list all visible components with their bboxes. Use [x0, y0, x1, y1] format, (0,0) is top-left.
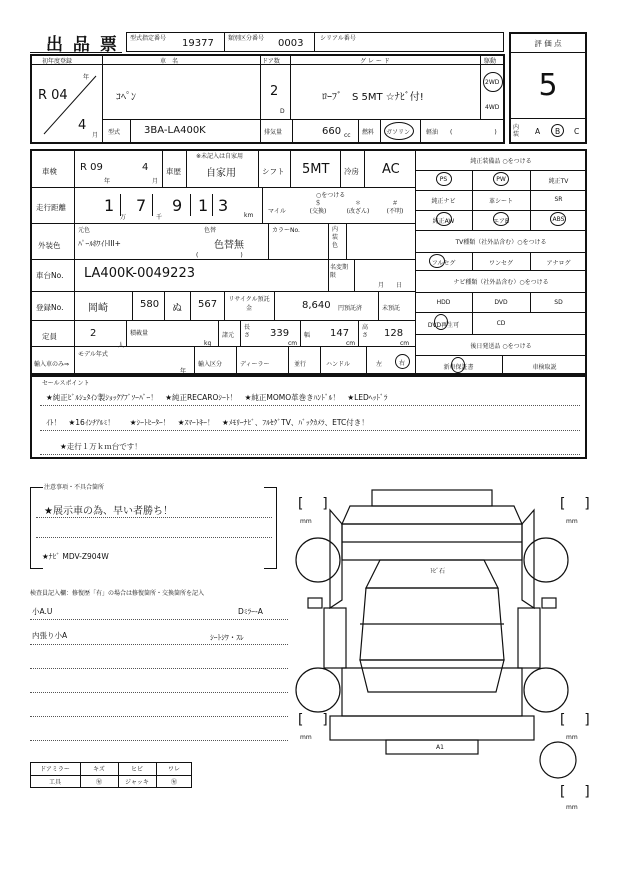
chassis-no: LA400K-0049223	[84, 266, 195, 281]
equip-tv: 純正TV	[548, 178, 569, 185]
title-underline	[30, 52, 122, 53]
form-no-label: 型式指定番号	[130, 35, 167, 42]
mileage-sen: 千	[156, 214, 163, 221]
mm-right-top: mm	[566, 518, 578, 525]
import-cls-label: 輸入区分	[198, 361, 223, 368]
model-type: 3BA-LA400K	[144, 125, 206, 136]
load-unit: kg	[204, 340, 212, 347]
mm-right-bottom: mm	[566, 734, 578, 741]
mileage-star: ＊ (改ざん)	[346, 200, 370, 215]
car-diagram	[290, 480, 590, 800]
interior-label: 内装	[513, 124, 520, 138]
mileage-dollar: ＄ (交換)	[309, 200, 327, 215]
model-year-unit: 年	[180, 368, 187, 375]
navi-cd: CD	[496, 320, 506, 327]
capacity: 2	[90, 328, 97, 339]
equip-ps: PS	[439, 176, 448, 183]
first-reg-era: R 04	[38, 88, 68, 103]
shift-value: 5MT	[302, 162, 330, 177]
fuel-other-paren: ( )	[450, 129, 497, 136]
equip-navi: 純正ナビ	[431, 198, 456, 205]
import-label: 輸入車のみ⇒	[34, 361, 70, 368]
first-reg-month: 4	[78, 118, 87, 133]
color-change: 色替無	[214, 240, 244, 251]
width: 147	[330, 328, 350, 339]
unpaid-label: 未預託	[382, 305, 401, 312]
legend-r1c2: キズ	[93, 766, 105, 773]
sales-line-2: ｲﾄ！ ★16ｲﾝﾁｱﾙﾐ！ ★ｼｰﾄﾋｰﾀｰ！ ★ｽﾏｰﾄｷｰ！ ★ﾒﾓﾘｰﾅﾋﾞ、ﾌﾙｾｸﾞTV、ﾊﾞｯｸｶﾒﾗ、ETC付き！	[46, 418, 369, 427]
first-reg-month-unit: 月	[92, 132, 99, 139]
interior-a: A	[535, 127, 541, 136]
fuel-label: 燃料	[362, 129, 375, 136]
shaken-month-unit: 月	[152, 178, 159, 185]
drive-4wd: 4WD	[485, 104, 500, 111]
handle-right: 右	[399, 360, 406, 367]
diagram-mark-a1: A1	[436, 744, 444, 751]
color-no-label: カラーNo.	[272, 227, 300, 234]
legend-r1c1: ドアミラー	[40, 766, 70, 773]
later-warranty: 新車保証書	[443, 364, 474, 371]
later-manual: 車検取説	[532, 364, 557, 371]
serial-label: シリアル番号	[320, 35, 356, 42]
shaken-year-unit: 年	[104, 178, 111, 185]
mm-spare: mm	[566, 804, 578, 811]
interior-c: C	[574, 127, 580, 136]
caution-label: 注意事項・不具合箇所	[44, 484, 105, 491]
tv-analog: アナログ	[546, 260, 571, 267]
notes-bracket-right	[264, 487, 277, 569]
capacity-label: 定員	[42, 332, 57, 341]
tv-fullseg: フルセグ	[431, 260, 456, 267]
equip-abs: ABS	[552, 216, 565, 223]
mileage-mile: マイル	[268, 208, 286, 215]
width-unit: cm	[346, 340, 356, 347]
mileage-man: 万	[120, 214, 127, 221]
model-type-label: 型式	[108, 129, 121, 136]
first-reg-slash	[40, 74, 100, 136]
fuel-gas: ガソリン	[386, 129, 411, 136]
first-reg-year-unit: 年	[83, 74, 90, 81]
mm-left-bottom: mm	[300, 734, 312, 741]
length-unit: cm	[288, 340, 298, 347]
reg-no-label: 登録No.	[36, 303, 64, 312]
model-year-label: モデル年式	[78, 351, 108, 358]
equip-pw: PW	[496, 176, 506, 183]
history-label: 車歴	[166, 167, 181, 176]
mileage-hash: ＃ (不明)	[386, 200, 404, 215]
bracket-left-top: [ ]	[296, 496, 330, 512]
height: 128	[384, 328, 404, 339]
sales-line-1: ★純正ﾋﾞﾙｼｭﾀｲﾝ製ｼｮｯｸｱﾌﾞｿｰﾊﾞｰ！ ★純正RECAROｼｰﾄ！ ★純正MOMO革巻きﾊﾝﾄﾞﾙ！ ★LEDﾍｯﾄﾞﾗ	[46, 393, 388, 402]
inspector-label: 検査員記入欄：修復歴「有」の場合は修復箇所・交換箇所を記入	[30, 590, 205, 597]
mileage-d5: 3	[218, 196, 229, 215]
mm-left-top: mm	[300, 518, 312, 525]
orig-color-label: 元色	[78, 227, 91, 234]
car-name-label: 車 名	[160, 58, 179, 65]
recycle-amount: 8,640	[302, 300, 331, 311]
class-no: 0003	[278, 38, 304, 49]
grade-value: ﾛｰﾌﾞ S 5MT ☆ﾅﾋﾞ付!	[322, 92, 424, 103]
displacement-label: 排気量	[264, 129, 283, 136]
legend-r1c4: ワレ	[167, 766, 180, 773]
rating-value: 5	[538, 68, 558, 103]
first-reg-label: 初年度登録	[42, 58, 73, 65]
mileage-label: 走行距離	[36, 203, 66, 212]
equip-airbag: エアB	[492, 218, 510, 225]
cc-unit: cc	[344, 132, 351, 139]
shaken-label: 車検	[42, 167, 57, 176]
fuel-light: 軽油	[426, 129, 439, 136]
sales-label: セールスポイント	[42, 380, 90, 387]
navi-header: ナビ種類（社外品含む）○をつける	[453, 279, 549, 286]
equip-aw: 純正AW	[432, 218, 455, 225]
load-label: 積載量	[130, 330, 149, 337]
parallel-label: 並行	[294, 361, 307, 368]
handle-left: 左	[376, 361, 383, 368]
equip-leather: 革シート	[488, 198, 513, 205]
drive-2wd: 2WD	[485, 79, 500, 86]
doors-label: ドア数	[262, 58, 280, 65]
legend-r2c4: ㊒	[170, 779, 177, 786]
navi-hdd: HDD	[436, 299, 451, 306]
mileage-km: km	[244, 212, 254, 219]
note-line-1: ★展示車の為、早い者勝ち！	[44, 506, 173, 517]
name-change-label: 名変期限	[330, 264, 349, 279]
shaken-month: 4	[142, 162, 149, 173]
int-color-label: 内装色	[332, 226, 339, 249]
length: 339	[270, 328, 290, 339]
reg-kana: ぬ	[172, 303, 182, 314]
mileage-d4: 1	[198, 196, 209, 215]
ac-label: 冷房	[344, 167, 359, 176]
length-label: 長さ	[244, 324, 251, 339]
dealer-label: ディーラー	[240, 361, 270, 368]
handle-label: ハンドル	[326, 361, 351, 368]
bracket-spare: [ ]	[558, 784, 592, 800]
shift-label: シフト	[262, 167, 285, 176]
name-change-date: 月 日	[378, 282, 403, 289]
sheet-title: 出 品 票	[46, 35, 119, 55]
orig-color: ﾊﾟｰﾙﾎﾜｲﾄIII+	[78, 239, 121, 248]
reg-class: 580	[140, 299, 160, 310]
reg-num: 567	[198, 299, 218, 310]
mileage-circle-note: ○をつける	[316, 192, 346, 199]
equip-header: 純正装備品 ○をつける	[470, 158, 532, 165]
drive-label: 駆動	[484, 58, 497, 65]
legend-r1c3: ヒビ	[130, 766, 143, 773]
mileage-d2: 7	[136, 196, 147, 215]
history-note: ※未記入は自家用	[196, 153, 244, 160]
note-line-2: ★ﾅﾋﾞ MDV-Z904W	[42, 552, 109, 561]
tv-oneseg: ワンセグ	[488, 260, 513, 267]
grade-label: グ レ ー ド	[360, 58, 390, 65]
width-label: 幅	[304, 332, 311, 339]
mileage-d1: 1	[104, 196, 115, 215]
recycle-label: リサイクル預託金	[228, 296, 270, 312]
ac-value: AC	[382, 162, 400, 177]
later-header: 後日発送品 ○をつける	[470, 343, 532, 350]
navi-dvd: DVD	[494, 299, 508, 306]
door-count: 2	[270, 84, 279, 99]
legend-r2c1: 工具	[48, 779, 61, 786]
rating-label: 評 価 点	[534, 39, 562, 48]
diagram-mark-hibi: ﾄﾋﾞ石	[430, 568, 446, 575]
tv-header: TV種類（社外品含む）○をつける	[455, 239, 547, 246]
shaken-year: R 09	[80, 162, 103, 173]
recycle-suffix: 円預託済	[338, 305, 363, 312]
displacement: 660	[322, 126, 342, 137]
form-no: 19377	[182, 38, 214, 49]
legend-r2c2: ㊒	[95, 779, 102, 786]
reg-area: 岡崎	[88, 303, 108, 314]
bracket-left-bottom: [ ]	[296, 712, 330, 728]
sales-line-3: ★走行１万ｋｍ台です！	[60, 442, 142, 451]
capacity-unit: 人	[118, 342, 125, 349]
inspector-right-1: Dﾐﾗｰ-A	[238, 607, 263, 616]
door-suffix: D	[280, 108, 285, 115]
legend-r2c3: ジャッキ	[125, 779, 149, 786]
inspector-left-2: 内張り小A	[32, 631, 68, 640]
bracket-right-bottom: [ ]	[558, 712, 592, 728]
height-label: 高さ	[362, 324, 369, 339]
history-value: 自家用	[206, 168, 236, 179]
color-change-label: 色替	[204, 227, 217, 234]
ext-color-label: 外装色	[38, 241, 61, 250]
inspector-left-1: 小A.U	[32, 607, 53, 616]
spec-label: 諸元	[222, 332, 235, 339]
class-no-label: 類別区分番号	[228, 35, 265, 42]
bracket-right-top: [ ]	[558, 496, 592, 512]
equip-sr: SR	[554, 196, 563, 203]
chassis-label: 車台No.	[36, 271, 64, 280]
height-unit: cm	[400, 340, 410, 347]
navi-dvdplay: DVD再生可	[427, 322, 460, 329]
mileage-d3: 9	[172, 196, 183, 215]
inspector-right-2: ｼｰﾄｼﾜ・ｽﾚ	[210, 633, 244, 642]
navi-sd: SD	[554, 299, 563, 306]
color-paren: ( )	[196, 252, 243, 259]
car-name: ｺﾍﾟﾝ	[116, 92, 136, 103]
interior-b: B	[555, 127, 561, 136]
